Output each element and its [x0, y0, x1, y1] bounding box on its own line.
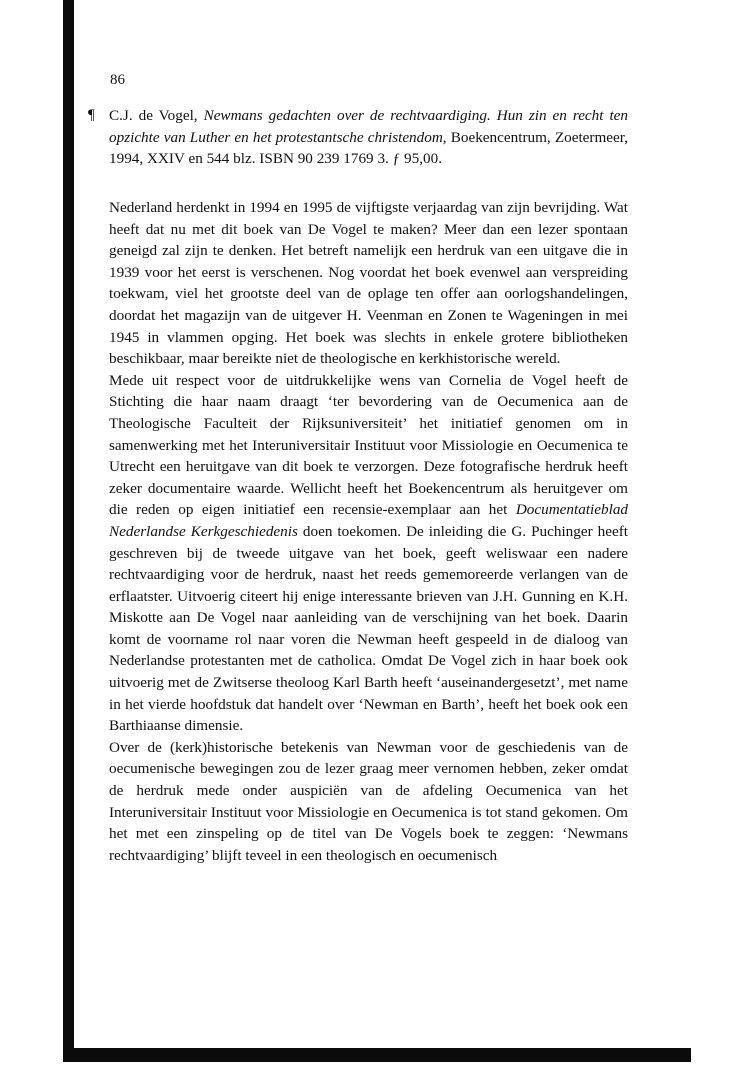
journal-title: Documentatieblad Nederlandse Kerkgeschiedenis [109, 501, 629, 540]
paragraph-1: Nederland herdenkt in 1994 en 1995 de vijftigste verjaardag van zijn bevrijding. Wat heeft dat nu met dit boek van De Vogel te maken? Meer dan een lezer spontaan geneigd zal zijn te denken. Het betreft namelijk een herdruk van een uitgave die in 1939 voor het eerst is verschenen. Nog voordat het boek evenwel aan verspreiding toekwam, viel het grootste deel van de oplage ten offer aan oorlogshandelingen, doordat het magazijn van de uitgever H. Veenman en Zonen te Wageningen in mei 1945 in vlammen opging. Het boek was slechts in enkele grotere bibliotheken beschikbaar, maar bereikte niet de theologische en kerkhistorische wereld. [109, 199, 628, 368]
reference-title-part2: Hun zin en recht ten opzichte van Luther en het protestantsche christendom, [109, 107, 629, 146]
paragraph-2-text-a: Mede uit respect voor de uitdrukkelijke wens van Cornelia de Vogel heeft de Stichting die haar naam draagt ‘ter bevordering van de Oecumenica aan de Theologische Faculteit der Rijksuniversiteit’ het initiatief genomen om in samenwerking met het Interuniversitair Instituut voor Missiologie en Oecumenica te Utrecht een heruitgave van dit boek te verzorgen. Deze fotografische herdruk heeft zeker documentaire waarde. Wellicht heeft het Boekencentrum als heruitgever om die reden op eigen initiatief een recensie-exemplaar aan het [109, 371, 628, 519]
page-number: 86 [110, 72, 125, 88]
reference-title-part1: Newmans gedachten over de rechtvaardiging. [203, 107, 491, 124]
reference-publication: Boekencentrum, Zoetermeer, 1994, XXIV en 544 blz. ISBN 90 239 1769 3. ƒ 95,00. [109, 128, 628, 168]
reference-author: C.J. de Vogel, [109, 107, 198, 124]
paragraph-2-text-b: doen toekomen. De inleiding die G. Puchinger heeft geschreven bij de tweede uitgave van het boek, geeft weliswaar een nadere rechtvaardiging voor de herdruk, naast het reeds gememoreerde verlangen van de erflaatster. Uitvoerig citeert hij enige interessante brieven van J.H. Gunning en K.H. Miskotte aan De Vogel naar aanleiding van de verschijning van het boek. Daarin komt de voorname rol naar voren die Newman heeft gespeeld in de dialoog van Nederlandse protestanten met de catholica. Omdat De Vogel zich in haar boek ook uitvoerig met de Zwitserse theoloog Karl Barth heeft ‘auseinandergesetzt’, met name in het vierde hoofdstuk dat handelt over ‘Newman en Barth’, heeft het boek ook een Barthiaanse dimensie. [109, 522, 629, 735]
book-reference [109, 105, 628, 170]
review-body [109, 197, 628, 866]
reference-paragraph [109, 105, 628, 170]
scan-bottom-edge-bar [63, 1048, 691, 1062]
pilcrow-marker: ¶ [88, 107, 95, 123]
paragraph-3: Over de (kerk)historische betekenis van Newman voor de geschiedenis van de oecumenische bewegingen zou de lezer graag meer vernomen hebben, zeker omdat de herdruk mede onder auspiciën van de afdeling Oecumenica van het Interuniversitair Instituut voor Missiologie en Oecumenica is tot stand gekomen. Om het met een zinspeling op de titel van De Vogels boek te zeggen: ‘Newmans rechtvaardiging’ blijft teveel in een theologisch en oecumenisch [109, 738, 628, 864]
paragraph-2 [109, 370, 628, 737]
scan-left-edge-bar [63, 0, 74, 1062]
